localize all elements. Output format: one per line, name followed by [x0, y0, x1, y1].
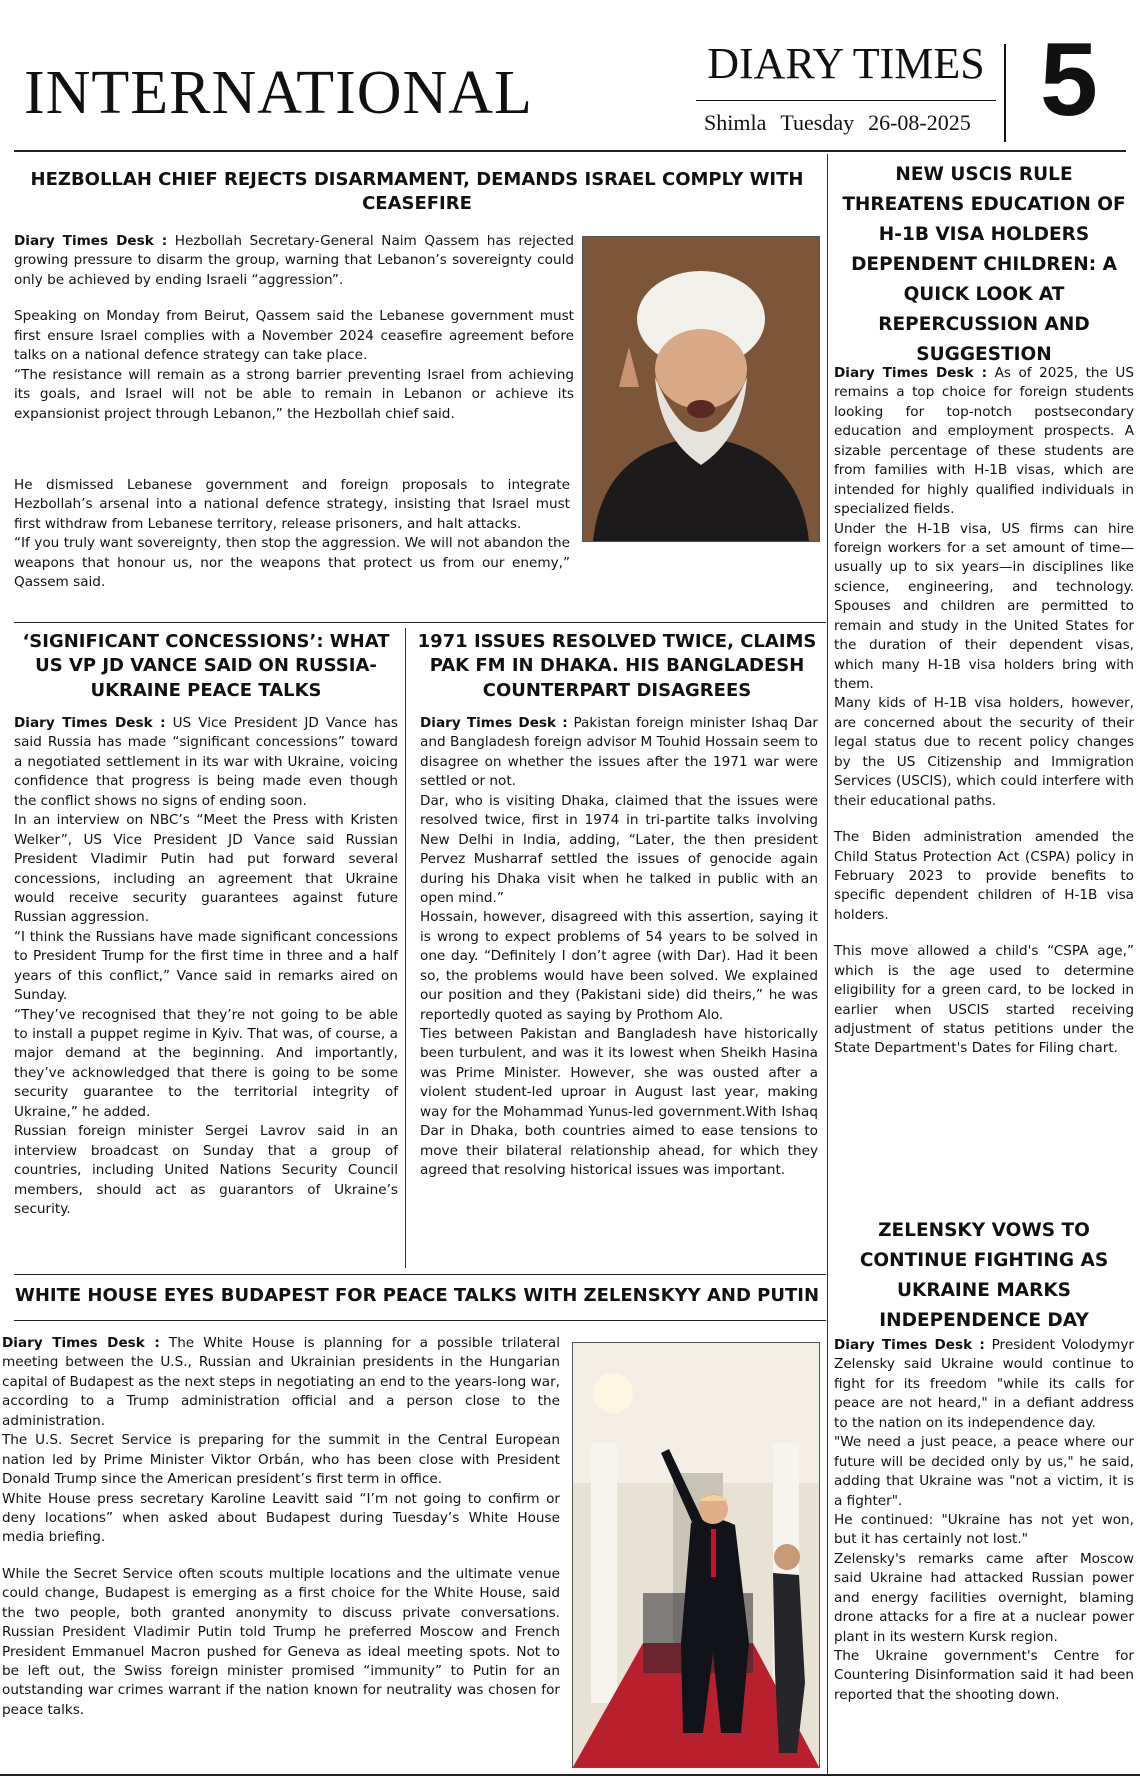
vance-body — [14, 714, 398, 1219]
budapest-p3: White House press secretary Karoline Leavitt said “I’m not going to confirm or deny locations” when asked about Budapest during Tuesday’s White House media briefing. — [2, 1490, 560, 1546]
uscis-p4: The Biden administration amended the Child Status Protection Act (CSPA) policy in February 2023 to provide benefits to specific dependent children of H-1B visa holders. — [834, 829, 1134, 923]
dhaka-desk: Diary Times Desk : — [420, 715, 568, 731]
dhaka-body — [420, 714, 818, 1181]
vance-p3: “I think the Russians have made significant concessions to President Trump for the first time in three and a half years of this conflict,” Vance said in remarks aired on Sunday. — [14, 928, 398, 1004]
uscis-body — [834, 364, 1134, 1059]
zelensky-p1: President Volodymyr Zelensky said Ukraine would continue to fight for its freedom "while its calls for peace are not heard," in a defiant address to the nation on its independence day. — [834, 1337, 1135, 1431]
section-title: INTERNATIONAL — [24, 59, 533, 127]
vance-headline: ‘SIGNIFICANT CONCESSIONS’: WHAT US VP JD VANCE SAID ON RUSSIA-UKRAINE PEACE TALKS — [22, 631, 390, 701]
cleric-portrait-image — [583, 237, 819, 541]
dhaka-p1: Pakistan foreign minister Ishaq Dar and Bangladesh foreign advisor M Touhid Hossain seem to disagree on whether the issues after the 1971 war were settled or not. — [420, 715, 818, 790]
hezbollah-desk: Diary Times Desk : — [14, 233, 168, 249]
uscis-p2: Under the H-1B visa, US firms can hire foreign workers for a set amount of time—usually up to six years—in disciplines like science, engineering, and technology. Spouses and children are permitted to remain and study in the United States for the duration of their dependent visas, which many H-1B visa holders bring with them. — [834, 520, 1134, 692]
column-divider-middle — [405, 628, 406, 1268]
zelensky-body — [834, 1336, 1134, 1705]
uscis-desk: Diary Times Desk : — [834, 365, 988, 381]
hezbollah-p3: “The resistance will remain as a strong barrier preventing Israel from achieving its goals, and Israel will not be able to remain in Lebanon or achieve its expansionist project through Lebanon,” the Hezbollah chief said. — [14, 366, 574, 422]
budapest-photo — [572, 1342, 820, 1768]
hezbollah-p1: Hezbollah Secretary-General Naim Qassem has rejected growing pressure to disarm the group, warning that Lebanon’s sovereignty could only be achieved by ending Israeli “aggression”. — [14, 233, 574, 288]
budapest-p2: The U.S. Secret Service is preparing for the summit in the Central European nation led by Prime Minister Viktor Orbán, who has been close with President Donald Trump since the American president’s first term in office. — [2, 1432, 560, 1488]
dhaka-p3: Hossain, however, disagreed with this assertion, saying it is wrong to expect problems of 54 years to be solved in one day. “Definitely I don’t agree (with Dar). Had it been so, the problems would have been solved. We explained our position and they (Pakistani side) did theirs,” he was reportedly quoted as saying by Prothom Alo. — [420, 909, 818, 1023]
budapest-headline: WHITE HOUSE EYES BUDAPEST FOR PEACE TALKS WITH ZELENSKYY AND PUTIN — [14, 1285, 820, 1306]
masthead-rule — [14, 150, 1126, 152]
dhaka-p4: Ties between Pakistan and Bangladesh have historically been turbulent, and was it its lowest when Sheikh Hasina was Prime Minister. However, she was ousted after a violent student-led uproar in August last year, making way for the Mohammad Yunus-led government.With Ishaq Dar in Dhaka, both countries aimed to ease tensions to move their bilateral relationship ahead, for which they agreed that resolving historical issues was important. — [420, 1026, 818, 1179]
zelensky-p4: Zelensky's remarks came after Moscow said Ukraine had attacked Russian power and energy facilities overnight, blaming drone attacks for a fire at a nuclear power plant in its western Kursk region. — [834, 1550, 1134, 1645]
hezbollah-rule — [14, 622, 826, 623]
zelensky-desk: Diary Times Desk : — [834, 1337, 985, 1353]
hezbollah-photo — [582, 236, 820, 542]
zelensky-headline: ZELENSKY VOWS TO CONTINUE FIGHTING AS UKRAINE MARKS INDEPENDENCE DAY — [859, 1220, 1109, 1331]
dateline-rule — [696, 100, 996, 101]
vance-p2: In an interview on NBC’s “Meet the Press with Kristen Welker”, US Vice President JD Vance said Russian President Vladimir Putin had put forward several concessions, including an agreement that Ukraine would receive security guarantees against future Russian aggression. — [14, 812, 398, 926]
zelensky-p5: The Ukraine government's Centre for Countering Disinformation said it had been reported that the shooting down. — [834, 1648, 1134, 1703]
hezbollah-body — [14, 232, 574, 424]
uscis-p1: As of 2025, the US remains a top choice for foreign students looking for top-notch postsecondary education and employment prospects. A sizable percentage of these students are from families with H-1B visas, which are intended for highly qualified individuals in specialized fields. — [834, 365, 1135, 518]
dateline-date: 26-08-2025 — [868, 110, 971, 135]
hezbollah-headline: HEZBOLLAH CHIEF REJECTS DISARMAMENT, DEMANDS ISRAEL COMPLY WITH CEASEFIRE — [30, 169, 804, 215]
budapest-body — [2, 1334, 560, 1720]
hezbollah-p4: He dismissed Lebanese government and foreign proposals to integrate Hezbollah’s arsenal into a national defence strategy, insisting that Israel must first withdraw from Lebanese territory, release prisoners, and halt attacks. — [14, 477, 570, 532]
uscis-headline: NEW USCIS RULE THREATENS EDUCATION OF H-1B VISA HOLDERS DEPENDENT CHILDREN: A QUICK LOOK AT REPERCUSSION AND SUGGESTION — [842, 164, 1126, 365]
budapest-p1: The White House is planning for a possible trilateral meeting between the U.S., Russian and Ukrainian presidents in the Hungarian capital of Budapest as the next steps in negotiating an end to the years-long war, according to a Trump administration official and a person close to the administration. — [2, 1335, 560, 1429]
middle-rule — [14, 1274, 826, 1275]
column-divider-right — [827, 154, 828, 1774]
vance-p5: Russian foreign minister Sergei Lavrov said in an interview broadcast on Sunday that a group of countries, including United Nations Security Council members, should act as guarantors of Ukraine’s security. — [14, 1123, 398, 1217]
masthead-divider — [1004, 44, 1006, 142]
dhaka-p2: Dar, who is visiting Dhaka, claimed that the issues were resolved twice, first in 1974 in tri-partite talks involving New Delhi in India, adding, “Later, the then president Pervez Musharraf settled the issues of genocide again during his Dhaka visit when he talked in public with an open mind.” — [420, 792, 818, 906]
zelensky-p2: "We need a just peace, a peace where our future will be decided only by us," he said, adding that Ukraine was "not a victim, it is a fighter". — [834, 1434, 1134, 1509]
zelensky-p3: He continued: "Ukraine has not yet won, but it has certainly not lost." — [834, 1511, 1134, 1548]
white-house-leaders-image — [573, 1343, 819, 1767]
hezbollah-p2: Speaking on Monday from Beirut, Qassem said the Lebanese government must first ensure Israel complies with a November 2024 ceasefire agreement before talks on a national defence strategy can take place. — [14, 308, 574, 364]
budapest-p4: While the Secret Service often scouts multiple locations and the ultimate venue could change, Budapest is emerging as a first choice for the White House, said the two people, both granted anonymity to discuss private conversations. Russian President Vladimir Putin told Trump he preferred Moscow and French President Emmanuel Macron pushed for Geneva as ideal meeting spots. Not to be left out, the Swiss foreign minister promised “immunity” to Putin for an outstanding war crimes warrant if the nation known for neutrality was chosen for peace talks. — [2, 1565, 560, 1718]
dateline-day: Tuesday — [780, 110, 855, 135]
hezbollah-body-lower — [14, 476, 570, 593]
uscis-p3: Many kids of H-1B visa holders, however, are concerned about the security of their legal status due to recent policy changes by the US Citizenship and Immigration Services (USCIS), which could interfere with their educational paths. — [834, 695, 1134, 809]
footer-rule — [0, 1774, 1140, 1776]
budapest-rule — [14, 1320, 826, 1321]
page-number: 5 — [1040, 22, 1098, 138]
dateline — [704, 110, 994, 136]
newspaper-name: DIARY TIMES — [707, 39, 985, 88]
hezbollah-p5: “If you truly want sovereignty, then stop the aggression. We will not abandon the weapons that honour us, nor the weapons that protect us from our enemy,” Qassem said. — [14, 535, 570, 591]
dhaka-headline: 1971 ISSUES RESOLVED TWICE, CLAIMS PAK FM IN DHAKA. HIS BANGLADESH COUNTERPART DISAGREES — [417, 631, 817, 701]
uscis-p5: This move allowed a child's “CSPA age,” which is the age used to determine eligibility for a green card, to be locked in earlier when USCIS started receiving adjustment of status petitions under the State Department's Dates for Filing chart. — [834, 943, 1134, 1057]
vance-desk: Diary Times Desk : — [14, 715, 166, 731]
dateline-city: Shimla — [704, 110, 767, 135]
vance-p4: “They’ve recognised that they’re not going to be able to install a puppet regime in Kyiv. That was, of course, a major demand at the beginning. And importantly, they’ve acknowledged that there is going to be some security guarantee to the territorial integrity of Ukraine,” he added. — [14, 1006, 398, 1120]
vance-p1: US Vice President JD Vance has said Russia has made “significant concessions” toward a negotiated settlement in its war with Ukraine, voicing confidence that progress is being made even though the conflict shows no signs of ending soon. — [14, 715, 398, 809]
budapest-desk: Diary Times Desk : — [2, 1335, 160, 1351]
